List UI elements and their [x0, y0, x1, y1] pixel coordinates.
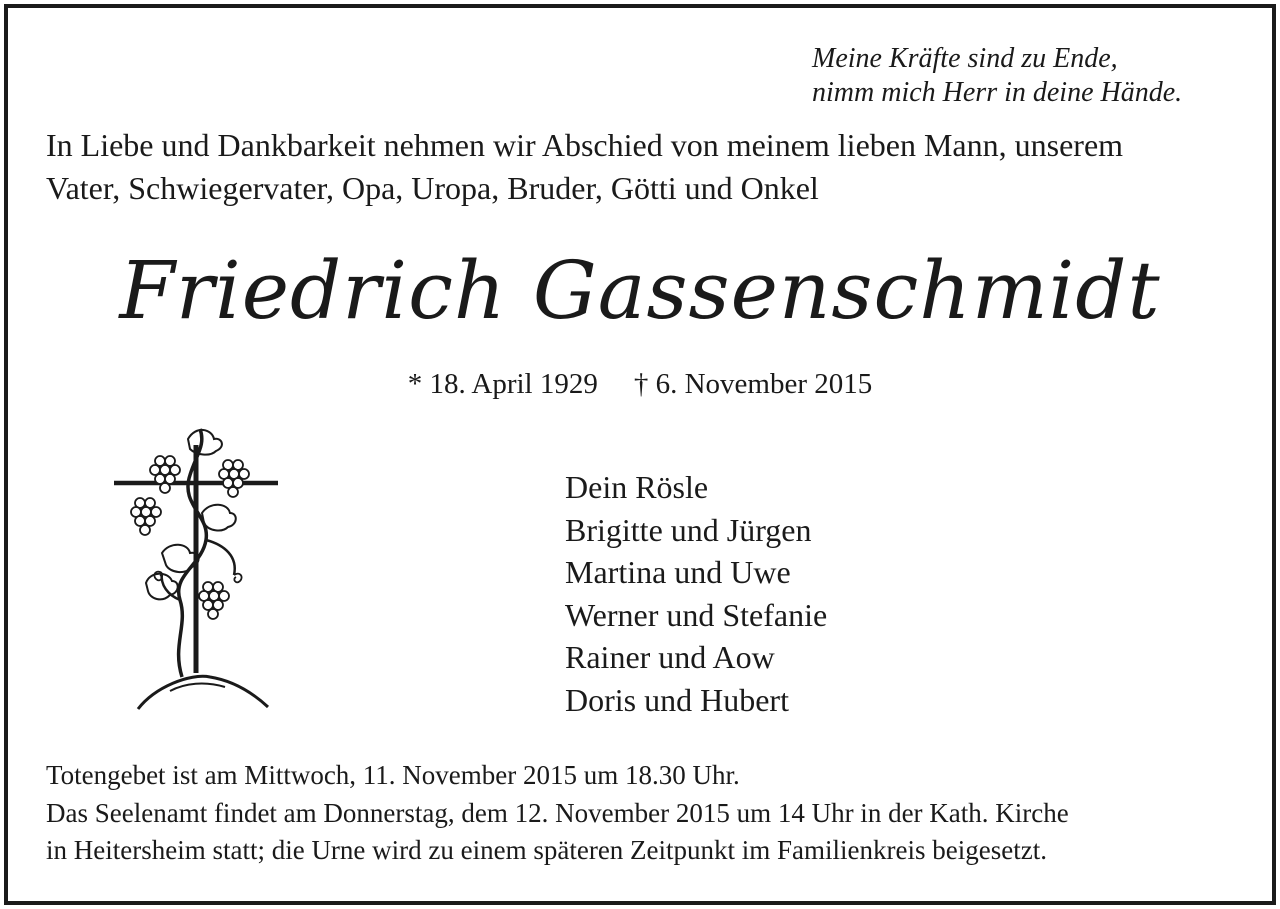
family-member: Doris und Hubert: [565, 681, 789, 718]
intro-text: [46, 124, 1123, 210]
notice-line-2: Das Seelenamt findet am Donnerstag, dem 12. November 2015 um 14 Uhr in der Kath. Kirche: [46, 797, 1069, 828]
family-list: [565, 466, 827, 721]
family-member: Rainer und Aow: [565, 639, 775, 675]
deceased-name: Friedrich Gassenschmidt: [119, 244, 1161, 337]
family-member: Dein Rösle: [565, 469, 709, 505]
motto-line-2: nimm mich Herr in deine Hände.: [812, 77, 1183, 108]
notice-line-1: Totengebet ist am Mittwoch, 11. November 2015 um 18.30 Uhr.: [46, 760, 740, 790]
motto-line-1: Meine Kräfte sind zu Ende,: [812, 43, 1118, 74]
motto-verse: [812, 42, 1182, 110]
family-member: Werner und Stefanie: [565, 596, 828, 633]
family-member: Brigitte und Jürgen: [565, 511, 812, 548]
notice-line-3: in Heitersheim statt; die Urne wird zu einem späteren Zeitpunkt im Familienkreis beigesetzt.: [46, 835, 1047, 865]
service-notice: [46, 757, 1069, 870]
life-dates: [0, 368, 1280, 401]
intro-line-2: Vater, Schwiegervater, Opa, Uropa, Bruder, Götti und Onkel: [46, 170, 819, 206]
death-date: † 6. November 2015: [633, 368, 873, 400]
intro-line-1: In Liebe und Dankbarkeit nehmen wir Abschied von meinem lieben Mann, unserem: [46, 127, 1124, 163]
birth-date: * 18. April 1929: [407, 368, 598, 400]
cross-with-vine-icon: [110, 415, 282, 715]
family-member: Martina und Uwe: [565, 554, 791, 590]
